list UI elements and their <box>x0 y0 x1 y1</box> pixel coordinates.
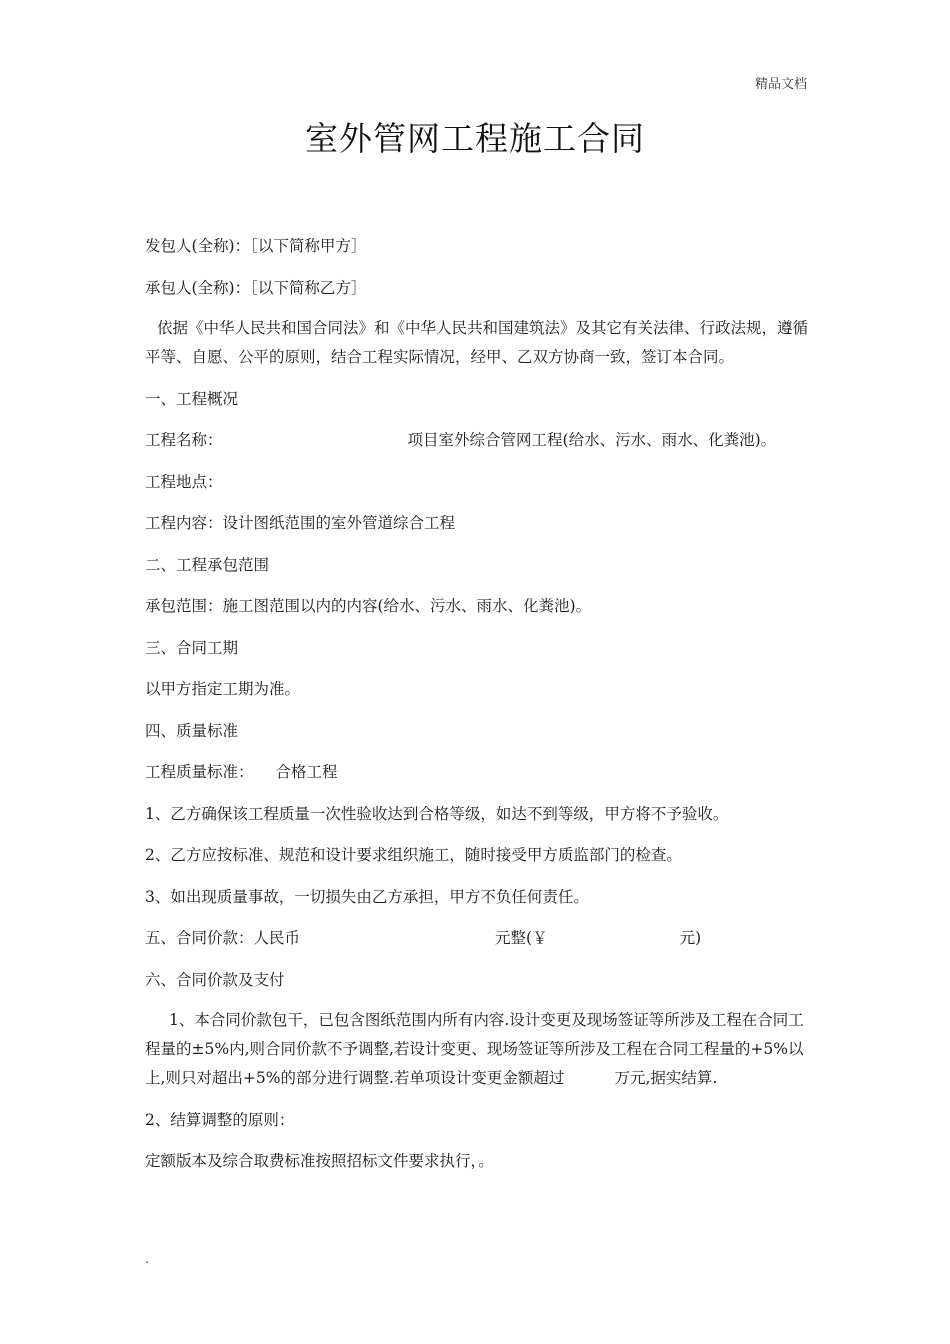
preamble-paragraph: 依据《中华人民共和国合同法》和《中华人民共和国建筑法》及其它有关法律、行政法规，遵循平等、自愿、公平的原则，结合工程实际情况，经甲、乙双方协商一致，签订本合同。 <box>145 319 809 366</box>
project-location-line: 工程地点： <box>145 472 223 491</box>
employer-value: ［以下简称甲方］ <box>250 237 367 255</box>
quality-standard-value: 合格工程 <box>275 763 338 781</box>
contract-price-yuan: 元整(￥ <box>495 929 548 947</box>
employer-label: 发包人(全称)： <box>145 237 251 255</box>
quality-item-3: 3、如出现质量事故，一切损失由乙方承担，甲方不负任何责任。 <box>145 887 589 906</box>
payment-item-1-tail: 万元,据实结算. <box>614 1069 718 1087</box>
scope-line: 承包范围：施工图范围以内的内容(给水、污水、雨水、化粪池)。 <box>145 597 592 615</box>
schedule-line: 以甲方指定工期为准。 <box>145 680 301 698</box>
contractor-value: ［以下简称乙方］ <box>250 278 367 297</box>
contract-price-line <box>145 923 810 953</box>
section1-heading: 一、工程概况 <box>145 389 239 408</box>
contract-price-close: 元) <box>679 929 702 947</box>
section4-heading: 四、质量标准 <box>145 721 239 740</box>
section3-heading: 三、合同工期 <box>145 638 239 657</box>
payment-item-1 <box>145 1006 810 1093</box>
contract-body <box>145 231 810 1176</box>
quality-item-1: 1、乙方确保该工程质量一次性验收达到合格等级，如达不到等级，甲方将不予验收。 <box>145 804 729 823</box>
quality-standard-line <box>145 757 810 787</box>
project-name-label: 工程名称： <box>145 431 223 449</box>
project-content-line: 工程内容：设计图纸范围的室外管道综合工程 <box>145 514 456 532</box>
contractor-label: 承包人(全称)： <box>145 278 251 297</box>
section2-heading: 二、工程承包范围 <box>145 555 270 574</box>
settlement-principle-text: 定额版本及综合取费标准按照招标文件要求执行，。 <box>145 1152 494 1170</box>
employer-line <box>145 231 810 261</box>
contractor-line <box>145 273 810 303</box>
footer-dot: . <box>145 1252 149 1266</box>
header-doc-tag: 精品文档 <box>754 77 807 92</box>
quality-standard-label: 工程质量标准： <box>145 763 254 781</box>
project-name-value: 项目室外综合管网工程(给水、污水、雨水、化粪池)。 <box>407 431 777 449</box>
page-title: 室外管网工程施工合同 <box>305 119 645 158</box>
payment-item-1-text: 1、本合同价款包干，已包含图纸范围内所有内容.设计变更及现场签证等所涉及工程在合同工程量的±5%内,则合同价款不予调整,若设计变更、现场签证等所涉及工程在合同工程量的+5%以上,则只对超出+5%的部分进行调整.若单项设计变更金额超过 <box>145 1011 804 1087</box>
contract-price-label: 五、合同价款：人民币 <box>145 929 301 947</box>
settlement-principle-heading: 2、结算调整的原则： <box>145 1110 295 1129</box>
project-name-line <box>145 425 810 455</box>
section6-heading: 六、合同价款及支付 <box>145 970 285 989</box>
quality-item-2: 2、乙方应按标准、规范和设计要求组织施工，随时接受甲方质监部门的检查。 <box>145 846 682 864</box>
